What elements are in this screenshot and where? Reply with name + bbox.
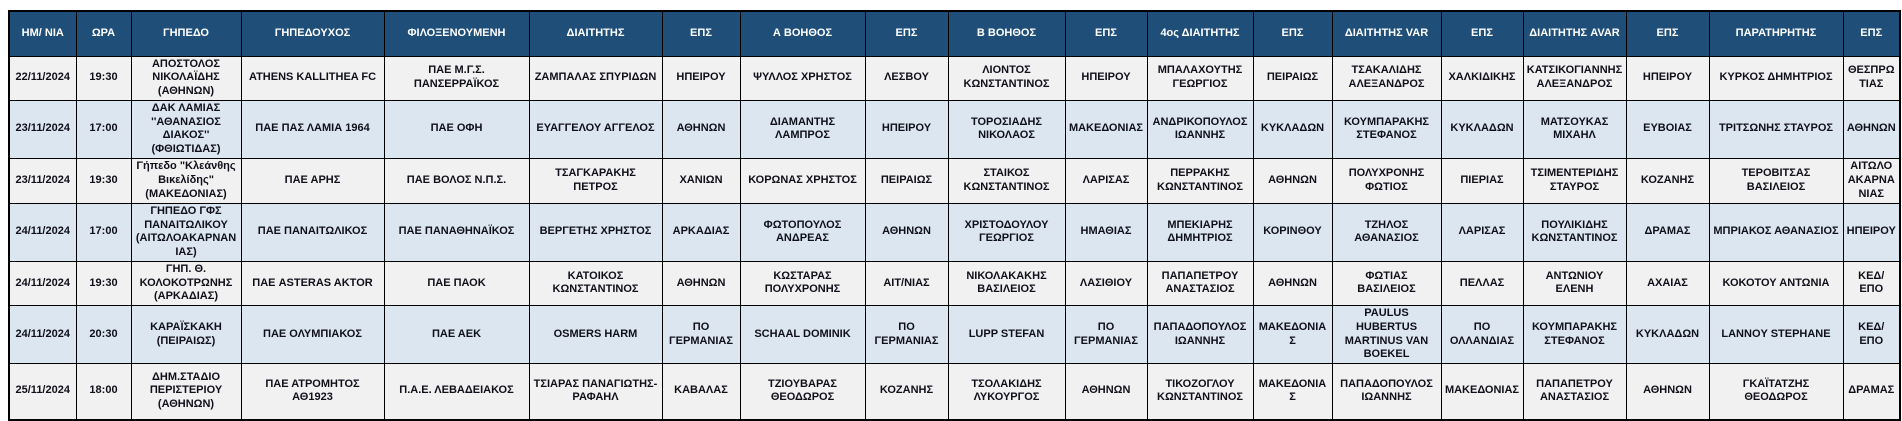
table-row xyxy=(9,56,1900,100)
table-cell: 19:30 xyxy=(76,56,131,100)
table-cell: ΚΥΚΛΑΔΩΝ xyxy=(1441,100,1523,158)
table-cell: ΛΑΡΙΣΑΣ xyxy=(1065,158,1147,203)
table-row xyxy=(9,100,1900,158)
table-cell: ΠΕΙΡΑΙΩΣ xyxy=(865,158,948,203)
table-cell: Γήπεδο "Κλεάνθης Βικελίδης" (ΜΑΚΕΔΟΝΙΑΣ) xyxy=(131,158,241,203)
header-row xyxy=(9,11,1900,56)
column-header-9: Β ΒΟΗΘΟΣ xyxy=(948,11,1065,56)
table-cell: ΑΘΗΝΩΝ xyxy=(1626,364,1709,420)
table-cell: ΒΕΡΓΕΤΗΣ ΧΡΗΣΤΟΣ xyxy=(529,203,662,261)
match-officials-table xyxy=(8,10,1901,421)
table-cell: ΜΑΚΕΔΟΝΙΑΣ xyxy=(1441,364,1523,420)
table-cell: ΑΘΗΝΩΝ xyxy=(662,261,740,305)
table-body xyxy=(9,56,1900,420)
table-cell: ΕΥΒΟΙΑΣ xyxy=(1626,100,1709,158)
table-cell: 18:00 xyxy=(76,364,131,420)
table-cell: ΠΟΛΥΧΡΟΝΗΣ ΦΩΤΙΟΣ xyxy=(1332,158,1441,203)
column-header-3: ΓΗΠΕΔΟΥΧΟΣ xyxy=(241,11,384,56)
table-cell: ΜΑΚΕΔΟΝΙΑΣ xyxy=(1253,306,1332,364)
table-cell: ΦΩΤΟΠΟΥΛΟΣ ΑΝΔΡΕΑΣ xyxy=(740,203,865,261)
table-cell: ΚΟΚΟΤΟΥ ΑΝΤΩΝΙΑ xyxy=(1709,261,1843,305)
table-cell: ΠΑΕ Μ.Γ.Σ. ΠΑΝΣΕΡΡΑΪΚΟΣ xyxy=(384,56,529,100)
table-cell: ΤΙΚΟΖΟΓΛΟΥ ΚΩΝΣΤΑΝΤΙΝΟΣ xyxy=(1147,364,1253,420)
table-cell: ΑΙΤ/ΝΙΑΣ xyxy=(865,261,948,305)
table-cell: 19:30 xyxy=(76,158,131,203)
table-cell: ΠΑΠΑΔΟΠΟΥΛΟΣ ΙΩΑΝΝΗΣ xyxy=(1332,364,1441,420)
column-header-16: ΕΠΣ xyxy=(1626,11,1709,56)
table-cell: ΜΠΕΚΙΑΡΗΣ ΔΗΜΗΤΡΙΟΣ xyxy=(1147,203,1253,261)
table-cell: ΚΩΣΤΑΡΑΣ ΠΟΛΥΧΡΟΝΗΣ xyxy=(740,261,865,305)
table-cell: ΚΕΔ/ΕΠΟ xyxy=(1843,261,1900,305)
table-cell: ΜΠΡΙΑΚΟΣ ΑΘΑΝΑΣΙΟΣ xyxy=(1709,203,1843,261)
table-cell: ΔΙΑΜΑΝΤΗΣ ΛΑΜΠΡΟΣ xyxy=(740,100,865,158)
table-cell: ΠΑΕ ΟΛΥΜΠΙΑΚΟΣ xyxy=(241,306,384,364)
table-cell: ATHENS KALLITHEA FC xyxy=(241,56,384,100)
table-cell: ΚΑΒΑΛΑΣ xyxy=(662,364,740,420)
table-cell: ΤΡΙΤΣΩΝΗΣ ΣΤΑΥΡΟΣ xyxy=(1709,100,1843,158)
table-cell: ΛΕΣΒΟΥ xyxy=(865,56,948,100)
table-cell: 25/11/2024 xyxy=(9,364,76,420)
table-cell: ΜΑΤΣΟΥΚΑΣ ΜΙΧΑΗΛ xyxy=(1523,100,1626,158)
column-header-8: ΕΠΣ xyxy=(865,11,948,56)
table-cell: 19:30 xyxy=(76,261,131,305)
table-cell: ΑΝΤΩΝΙΟΥ ΕΛΕΝΗ xyxy=(1523,261,1626,305)
table-row xyxy=(9,306,1900,364)
table-cell: ΗΠΕΙΡΟΥ xyxy=(1065,56,1147,100)
column-header-7: Α ΒΟΗΘΟΣ xyxy=(740,11,865,56)
table-cell: ΕΥΑΓΓΕΛΟΥ ΑΓΓΕΛΟΣ xyxy=(529,100,662,158)
table-cell: ΑΧΑΙΑΣ xyxy=(1626,261,1709,305)
table-cell: ΠΙΕΡΙΑΣ xyxy=(1441,158,1523,203)
table-cell: ΠΑΕ ASTERAS AKTOR xyxy=(241,261,384,305)
column-header-18: ΕΠΣ xyxy=(1843,11,1900,56)
table-cell: ΗΠΕΙΡΟΥ xyxy=(865,100,948,158)
table-cell: ΚΟΥΜΠΑΡΑΚΗΣ ΣΤΕΦΑΝΟΣ xyxy=(1332,100,1441,158)
table-cell: ΠΑΕ ΟΦΗ xyxy=(384,100,529,158)
table-cell: ΠΑΕ ΒΟΛΟΣ Ν.Π.Σ. xyxy=(384,158,529,203)
table-cell: ΑΘΗΝΩΝ xyxy=(1253,261,1332,305)
column-header-2: ΓΗΠΕΔΟ xyxy=(131,11,241,56)
table-cell: ΠΟΥΛΙΚΙΔΗΣ ΚΩΝΣΤΑΝΤΙΝΟΣ xyxy=(1523,203,1626,261)
table-cell: PAULUS HUBERTUS MARTINUS VAN BOEKEL xyxy=(1332,306,1441,364)
table-cell: ΨΥΛΛΟΣ ΧΡΗΣΤΟΣ xyxy=(740,56,865,100)
table-row xyxy=(9,203,1900,261)
table-cell: 17:00 xyxy=(76,100,131,158)
table-cell: ΓΗΠ. Θ. ΚΟΛΟΚΟΤΡΩΝΗΣ (ΑΡΚΑΔΙΑΣ) xyxy=(131,261,241,305)
table-cell: ΠΕΡΡΑΚΗΣ ΚΩΝΣΤΑΝΤΙΝΟΣ xyxy=(1147,158,1253,203)
table-cell: 20:30 xyxy=(76,306,131,364)
table-cell: 24/11/2024 xyxy=(9,261,76,305)
table-cell: ΚΥΚΛΑΔΩΝ xyxy=(1253,100,1332,158)
table-cell: ΗΠΕΙΡΟΥ xyxy=(1626,56,1709,100)
table-cell: ΧΡΙΣΤΟΔΟΥΛΟΥ ΓΕΩΡΓΙΟΣ xyxy=(948,203,1065,261)
table-cell: ΠΟ ΓΕΡΜΑΝΙΑΣ xyxy=(865,306,948,364)
table-cell: ΑΘΗΝΩΝ xyxy=(865,203,948,261)
table-cell: ΠΑΕ ΠΑΝΑΘΗΝΑΪΚΟΣ xyxy=(384,203,529,261)
table-cell: ΠΑΕ ΠΑΝΑΙΤΩΛΙΚΟΣ xyxy=(241,203,384,261)
table-cell: ΗΜΑΘΙΑΣ xyxy=(1065,203,1147,261)
table-cell: ΠΟ ΓΕΡΜΑΝΙΑΣ xyxy=(1065,306,1147,364)
table-cell: ΤΣΙΜΕΝΤΕΡΙΔΗΣ ΣΤΑΥΡΟΣ xyxy=(1523,158,1626,203)
table-cell: ΠΑΕ ΑΤΡΟΜΗΤΟΣ ΑΘ1923 xyxy=(241,364,384,420)
table-cell: ΠΑΕ ΠΑΣ ΛΑΜΙΑ 1964 xyxy=(241,100,384,158)
table-cell: ΚΟΡΙΝΘΟΥ xyxy=(1253,203,1332,261)
table-cell: ΗΠΕΙΡΟΥ xyxy=(1843,203,1900,261)
table-cell: ΑΘΗΝΩΝ xyxy=(1065,364,1147,420)
table-cell: ΠΑΕ ΑΡΗΣ xyxy=(241,158,384,203)
table-cell: ΑΘΗΝΩΝ xyxy=(662,100,740,158)
table-cell: ΝΙΚΟΛΑΚΑΚΗΣ ΒΑΣΙΛΕΙΟΣ xyxy=(948,261,1065,305)
table-cell: ΤΖΗΛΟΣ ΑΘΑΝΑΣΙΟΣ xyxy=(1332,203,1441,261)
table-cell: LUPP STEFAN xyxy=(948,306,1065,364)
table-cell: ΚΟΖΑΝΗΣ xyxy=(865,364,948,420)
table-cell: ΑΡΚΑΔΙΑΣ xyxy=(662,203,740,261)
table-cell: 24/11/2024 xyxy=(9,203,76,261)
table-row xyxy=(9,158,1900,203)
table-cell: ΠΑΠΑΠΕΤΡΟΥ ΑΝΑΣΤΑΣΙΟΣ xyxy=(1147,261,1253,305)
table-cell: LANNOY STEPHANE xyxy=(1709,306,1843,364)
table-cell: 23/11/2024 xyxy=(9,100,76,158)
table-cell: OSMERS HARM xyxy=(529,306,662,364)
table-cell: 22/11/2024 xyxy=(9,56,76,100)
column-header-5: ΔΙΑΙΤΗΤΗΣ xyxy=(529,11,662,56)
column-header-11: 4ος ΔΙΑΙΤΗΤΗΣ xyxy=(1147,11,1253,56)
table-cell: ΠΕΙΡΑΙΩΣ xyxy=(1253,56,1332,100)
table-cell: ΤΣΑΓΚΑΡΑΚΗΣ ΠΕΤΡΟΣ xyxy=(529,158,662,203)
table-cell: ΘΕΣΠΡΩΤΙΑΣ xyxy=(1843,56,1900,100)
table-cell: ΤΕΡΟΒΙΤΣΑΣ ΒΑΣΙΛΕΙΟΣ xyxy=(1709,158,1843,203)
table-cell: ΠΕΛΛΑΣ xyxy=(1441,261,1523,305)
table-cell: ΑΠΟΣΤΟΛΟΣ ΝΙΚΟΛΑΪΔΗΣ (ΑΘΗΝΩΝ) xyxy=(131,56,241,100)
column-header-12: ΕΠΣ xyxy=(1253,11,1332,56)
column-header-0: ΗΜ/ ΝΙΑ xyxy=(9,11,76,56)
table-cell: ΜΠΑΛΑΧΟΥΤΗΣ ΓΕΩΡΓΙΟΣ xyxy=(1147,56,1253,100)
table-cell: ΦΩΤΙΑΣ ΒΑΣΙΛΕΙΟΣ xyxy=(1332,261,1441,305)
column-header-17: ΠΑΡΑΤΗΡΗΤΗΣ xyxy=(1709,11,1843,56)
table-cell: ΠΑΕ ΠΑΟΚ xyxy=(384,261,529,305)
table-cell: ΛΑΡΙΣΑΣ xyxy=(1441,203,1523,261)
table-cell: 23/11/2024 xyxy=(9,158,76,203)
column-header-4: ΦΙΛΟΞΕΝΟΥΜΕΝΗ xyxy=(384,11,529,56)
table-cell: ΚΟΖΑΝΗΣ xyxy=(1626,158,1709,203)
table-cell: ΚΑΡΑΪΣΚΑΚΗ (ΠΕΙΡΑΙΩΣ) xyxy=(131,306,241,364)
table-cell: ΠΑΠΑΔΟΠΟΥΛΟΣ ΙΩΑΝΝΗΣ xyxy=(1147,306,1253,364)
table-cell: ΣΤΑΙΚΟΣ ΚΩΝΣΤΑΝΤΙΝΟΣ xyxy=(948,158,1065,203)
table-cell: ΚΟΡΩΝΑΣ ΧΡΗΣΤΟΣ xyxy=(740,158,865,203)
table-cell: ΜΑΚΕΔΟΝΙΑΣ xyxy=(1253,364,1332,420)
table-cell: 17:00 xyxy=(76,203,131,261)
table-cell: ΠΑΠΑΠΕΤΡΟΥ ΑΝΑΣΤΑΣΙΟΣ xyxy=(1523,364,1626,420)
table-cell: ΛΙΟΝΤΟΣ ΚΩΝΣΤΑΝΤΙΝΟΣ xyxy=(948,56,1065,100)
table-cell: ΠΟ ΟΛΛΑΝΔΙΑΣ xyxy=(1441,306,1523,364)
table-cell: ΚΥΡΚΟΣ ΔΗΜΗΤΡΙΟΣ xyxy=(1709,56,1843,100)
table-cell: ΚΥΚΛΑΔΩΝ xyxy=(1626,306,1709,364)
table-cell: ΑΘΗΝΩΝ xyxy=(1253,158,1332,203)
column-header-6: ΕΠΣ xyxy=(662,11,740,56)
table-cell: ΜΑΚΕΔΟΝΙΑΣ xyxy=(1065,100,1147,158)
table-cell: ΔΑΚ ΛΑΜΙΑΣ ''ΑΘΑΝΑΣΙΟΣ ΔΙΑΚΟΣ'' (ΦΘΙΩΤΙΔΑΣ) xyxy=(131,100,241,158)
table-cell: ΑΘΗΝΩΝ xyxy=(1843,100,1900,158)
table-header xyxy=(9,11,1900,56)
table-cell: ΚΑΤΟΙΚΟΣ ΚΩΝΣΤΑΝΤΙΝΟΣ xyxy=(529,261,662,305)
table-row xyxy=(9,364,1900,420)
table-cell: ΚΕΔ/ΕΠΟ xyxy=(1843,306,1900,364)
table-cell: ΔΡΑΜΑΣ xyxy=(1626,203,1709,261)
table-cell: ΚΟΥΜΠΑΡΑΚΗΣ ΣΤΕΦΑΝΟΣ xyxy=(1523,306,1626,364)
table-cell: ΤΟΡΟΣΙΑΔΗΣ ΝΙΚΟΛΑΟΣ xyxy=(948,100,1065,158)
column-header-14: ΕΠΣ xyxy=(1441,11,1523,56)
table-cell: 24/11/2024 xyxy=(9,306,76,364)
table-cell: ΓΗΠΕΔΟ ΓΦΣ ΠΑΝΑΙΤΩΛΙΚΟΥ (ΑΙΤΩΛΟΑΚΑΡΝΑΝΙΑΣ) xyxy=(131,203,241,261)
column-header-15: ΔΙΑΙΤΗΤΗΣ AVAR xyxy=(1523,11,1626,56)
table-cell: Π.Α.Ε. ΛΕΒΑΔΕΙΑΚΟΣ xyxy=(384,364,529,420)
table-cell: ΠΟ ΓΕΡΜΑΝΙΑΣ xyxy=(662,306,740,364)
table-cell: ΤΣΑΚΑΛΙΔΗΣ ΑΛΕΞΑΝΔΡΟΣ xyxy=(1332,56,1441,100)
table-row xyxy=(9,261,1900,305)
table-cell: ΤΣΟΛΑΚΙΔΗΣ ΛΥΚΟΥΡΓΟΣ xyxy=(948,364,1065,420)
table-cell: ΤΖΙΟΥΒΑΡΑΣ ΘΕΟΔΩΡΟΣ xyxy=(740,364,865,420)
table-cell: ΗΠΕΙΡΟΥ xyxy=(662,56,740,100)
table-cell: ΔΗΜ.ΣΤΑΔΙΟ ΠΕΡΙΣΤΕΡΙΟΥ (ΑΘΗΝΩΝ) xyxy=(131,364,241,420)
column-header-13: ΔΙΑΙΤΗΤΗΣ VAR xyxy=(1332,11,1441,56)
table-cell: ΠΑΕ ΑΕΚ xyxy=(384,306,529,364)
table-cell: ΤΣΙΑΡΑΣ ΠΑΝΑΓΙΩΤΗΣ-ΡΑΦΑΗΛ xyxy=(529,364,662,420)
column-header-1: ΩΡΑ xyxy=(76,11,131,56)
table-cell: ΧΑΝΙΩΝ xyxy=(662,158,740,203)
table-cell: ΧΑΛΚΙΔΙΚΗΣ xyxy=(1441,56,1523,100)
table-cell: ΔΡΑΜΑΣ xyxy=(1843,364,1900,420)
table-cell: ΖΑΜΠΑΛΑΣ ΣΠΥΡΙΔΩΝ xyxy=(529,56,662,100)
column-header-10: ΕΠΣ xyxy=(1065,11,1147,56)
table-cell: ΛΑΣΙΘΙΟΥ xyxy=(1065,261,1147,305)
table-cell: ΓΚΑΪΤΑΤΖΗΣ ΘΕΟΔΩΡΟΣ xyxy=(1709,364,1843,420)
table-cell: SCHAAL DOMINIK xyxy=(740,306,865,364)
table-cell: ΑΙΤΩΛΟΑΚΑΡΝΑΝΙΑΣ xyxy=(1843,158,1900,203)
table-cell: ΚΑΤΣΙΚΟΓΙΑΝΝΗΣ ΑΛΕΞΑΝΔΡΟΣ xyxy=(1523,56,1626,100)
table-cell: ΑΝΔΡΙΚΟΠΟΥΛΟΣ ΙΩΑΝΝΗΣ xyxy=(1147,100,1253,158)
